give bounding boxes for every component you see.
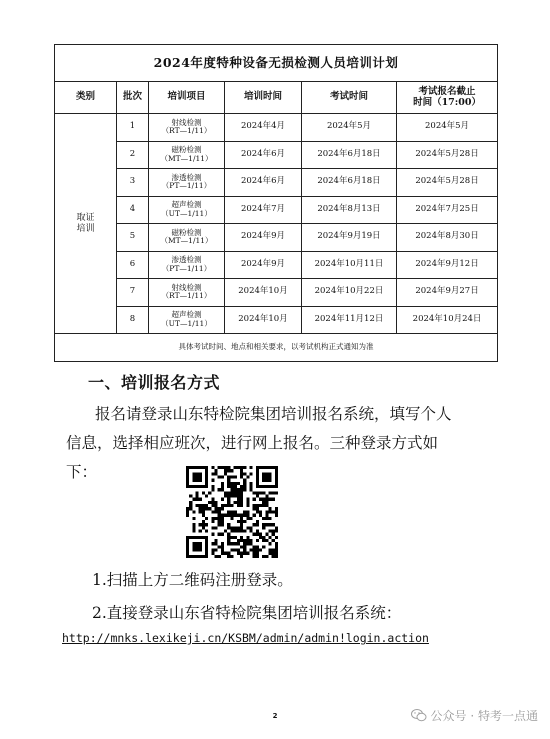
training-time-cell: 2024年6月 [225, 141, 302, 169]
exam-time-cell: 2024年11月12日 [302, 306, 397, 334]
project-cell [149, 141, 225, 169]
deadline-cell: 2024年9月27日 [397, 279, 498, 307]
project-cell [149, 279, 225, 307]
batch-cell: 1 [117, 114, 149, 142]
column-header: 考试报名截止 时间（17:00） [397, 82, 498, 114]
table-title: 2024年度特种设备无损检测人员培训计划 [55, 45, 498, 82]
project-cell [149, 196, 225, 224]
batch-cell: 5 [117, 224, 149, 252]
exam-time-cell: 2024年5月 [302, 114, 397, 142]
project-label: 超声检测 （UT—1/11） [161, 310, 212, 328]
deadline-cell: 2024年5月28日 [397, 169, 498, 197]
exam-time-cell: 2024年10月11日 [302, 251, 397, 279]
batch-cell: 4 [117, 196, 149, 224]
deadline-cell: 2024年10月24日 [397, 306, 498, 334]
project-cell [149, 114, 225, 142]
batch-cell: 3 [117, 169, 149, 197]
project-cell [149, 251, 225, 279]
section-paragraph: 报名请登录山东特检院集团培训报名系统，填写个人信息，选择相应班次，进行网上报名。三种登录方式如下： [66, 405, 452, 481]
project-label: 渗透检测 （PT—1/11） [161, 255, 212, 273]
project-label: 超声检测 （UT—1/11） [161, 200, 212, 218]
column-header: 培训项目 [149, 82, 225, 114]
project-label: 磁粉检测 （MT—1/11） [160, 227, 213, 246]
training-time-cell: 2024年9月 [225, 224, 302, 252]
watermark-text: 公众号 · 特考一点通 [430, 709, 538, 723]
batch-cell: 2 [117, 141, 149, 169]
project-label: 磁粉检测 （MT—1/11） [160, 145, 213, 163]
table-row [55, 141, 498, 169]
qr-code-icon[interactable] [186, 466, 278, 558]
training-time-cell: 2024年4月 [225, 114, 302, 142]
watermark [411, 707, 538, 724]
training-plan-table [54, 44, 498, 362]
deadline-cell: 2024年5月 [397, 114, 498, 142]
table-row [55, 224, 498, 252]
batch-cell: 7 [117, 279, 149, 307]
section-heading: 一、培训报名方式 [88, 373, 221, 392]
exam-time-cell: 2024年10月22日 [302, 279, 397, 307]
exam-time-cell: 2024年9月19日 [302, 224, 397, 252]
project-cell [149, 224, 225, 252]
step-direct-login: 2.直接登录山东省特检院集团培训报名系统： [92, 604, 402, 622]
column-header: 类别 [55, 82, 117, 114]
page-number: 2 [272, 712, 278, 720]
table-row [55, 196, 498, 224]
exam-time-cell: 2024年6月18日 [302, 141, 397, 169]
batch-cell: 8 [117, 306, 149, 334]
training-time-cell: 2024年10月 [225, 279, 302, 307]
project-cell [149, 306, 225, 334]
column-header: 考试时间 [302, 82, 397, 114]
column-header: 培训时间 [225, 82, 302, 114]
exam-time-cell: 2024年8月13日 [302, 196, 397, 224]
table-note: 具体考试时间、地点和相关要求，以考试机构正式通知为准 [55, 334, 498, 362]
project-label: 射线检测 （RT—1/11） [161, 117, 212, 136]
project-label: 渗透检测 （PT—1/11） [161, 172, 212, 191]
deadline-cell: 2024年5月28日 [397, 141, 498, 169]
deadline-cell: 2024年9月12日 [397, 251, 498, 279]
deadline-cell: 2024年8月30日 [397, 224, 498, 252]
table-row [55, 279, 498, 307]
training-time-cell: 2024年9月 [225, 251, 302, 279]
table-header-row [55, 82, 498, 114]
batch-cell: 6 [117, 251, 149, 279]
table-row [55, 306, 498, 334]
deadline-cell: 2024年7月25日 [397, 196, 498, 224]
training-time-cell: 2024年7月 [225, 196, 302, 224]
exam-time-cell: 2024年6月18日 [302, 169, 397, 197]
table-row [55, 251, 498, 279]
project-label: 射线检测 （RT—1/11） [161, 282, 212, 301]
column-header: 批次 [117, 82, 149, 114]
training-time-cell: 2024年10月 [225, 306, 302, 334]
table-row [55, 114, 498, 142]
category-cell: 取证 培训 [55, 114, 117, 334]
project-cell [149, 169, 225, 197]
step-scan-qr: 1.扫描上方二维码注册登录。 [92, 571, 293, 589]
registration-link[interactable]: http://mnks.lexikeji.cn/KSBM/admin/admin!login.action [62, 631, 429, 645]
wechat-icon [411, 709, 427, 722]
training-time-cell: 2024年6月 [225, 169, 302, 197]
table-row [55, 169, 498, 197]
